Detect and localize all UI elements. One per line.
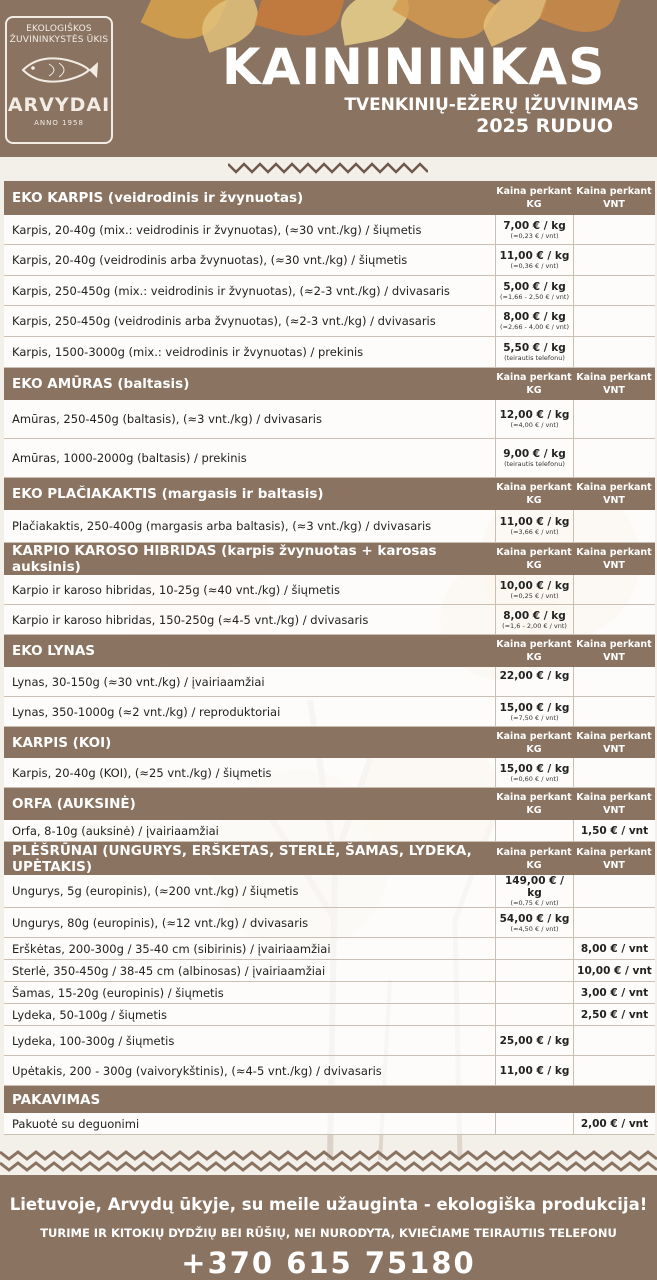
- table-row: [4, 1004, 655, 1026]
- column-header-vnt: Kaina perkant VNT: [576, 482, 652, 506]
- table-row: [4, 667, 655, 697]
- price-per-unit: [573, 306, 655, 336]
- product-description: Ungurys, 80g (europinis), (≈12 vnt./kg) / dvivasaris: [12, 915, 309, 930]
- price-kg-value: 22,00 € / kg: [499, 670, 570, 682]
- product-description: Karpis, 20-40g (veidrodinis arba žvynuotas), (≈30 vnt./kg) / šiųmetis: [12, 253, 408, 267]
- table-row: [4, 875, 655, 908]
- table-row: [4, 758, 655, 788]
- section-title: PLĖŠRŪNAI (UNGURYS, ERŠKETAS, STERLĖ, ŠAMAS, LYDEKA, UPĖTAKIS): [12, 842, 472, 875]
- section-title: EKO KARPIS (veidrodinis ir žvynuotas): [12, 190, 304, 206]
- price-per-kg: [495, 510, 573, 542]
- price-kg-value: 8,00 € / kg: [503, 311, 566, 323]
- price-per-kg: [495, 439, 573, 477]
- product-description: Sterlė, 350-450g / 38-45 cm (albinosas) / įvairiaamžiai: [12, 963, 326, 978]
- price-per-unit: 10,00 € / vnt: [573, 960, 655, 981]
- section-title: PAKAVIMAS: [12, 1091, 101, 1108]
- logo-subtitle: EKOLOGIŠKOS ŽUVININKYSTĖS ŪKIS: [9, 24, 109, 45]
- price-kg-value: 12,00 € / kg: [499, 409, 570, 421]
- column-header-kg: Kaina perkant KG: [496, 547, 572, 571]
- product-description: Erškėtas, 200-300g / 35-40 cm (sibirinis) / įvairiaamžiai: [12, 941, 331, 956]
- price-per-unit-estimate: (≈7,50 € / vnt): [510, 713, 559, 722]
- price-per-kg: [495, 575, 573, 604]
- section-header: [4, 788, 655, 820]
- price-per-unit: [573, 510, 655, 542]
- price-per-unit-estimate: (≈0,60 € / vnt): [510, 774, 559, 783]
- table-row: [4, 245, 655, 276]
- price-per-unit-estimate: (≈4,00 € / vnt): [510, 421, 559, 429]
- price-per-unit: 2,00 € / vnt: [573, 1113, 655, 1134]
- price-per-kg: [495, 400, 573, 438]
- section-title: EKO LYNAS: [12, 643, 95, 659]
- table-row: [4, 1026, 655, 1056]
- table-row: [4, 276, 655, 306]
- price-per-kg: [495, 960, 573, 981]
- product-description: Šamas, 15-20g (europinis) / šiųmetis: [12, 985, 224, 1000]
- section-title: ORFA (AUKSINĖ): [12, 796, 136, 812]
- price-kg-value: 11,00 € / kg: [499, 250, 570, 262]
- price-kg-value: 5,00 € / kg: [503, 280, 566, 293]
- price-per-unit-estimate: (teirautis telefonu): [504, 460, 565, 468]
- table-row: [4, 1056, 655, 1086]
- table-row: [4, 575, 655, 605]
- price-per-unit: 3,00 € / vnt: [573, 982, 655, 1003]
- logo: [5, 16, 113, 144]
- price-per-kg: [495, 697, 573, 726]
- price-per-kg: [495, 276, 573, 305]
- price-kg-value: 8,00 € / kg: [503, 609, 566, 622]
- price-per-unit: [573, 439, 655, 477]
- product-description: Karpio ir karoso hibridas, 150-250g (≈4-5 vnt./kg) / dvivasaris: [12, 612, 369, 627]
- price-kg-value: 9,00 € / kg: [503, 448, 566, 460]
- price-per-unit-estimate: (≈3,66 € / vnt): [510, 528, 559, 536]
- price-per-kg: [495, 1113, 573, 1134]
- price-per-unit-estimate: (≈1,6 - 2,00 € / vnt): [502, 621, 567, 630]
- column-header-vnt: Kaina perkant VNT: [576, 846, 652, 871]
- column-header-kg: Kaina perkant KG: [496, 482, 572, 506]
- fish-icon: [19, 50, 99, 88]
- product-description: Karpis, 250-450g (veidrodinis arba žvynuotas), (≈2-3 vnt./kg) / dvivasaris: [12, 314, 436, 328]
- price-per-unit: [573, 575, 655, 604]
- column-header-kg: Kaina perkant KG: [496, 730, 572, 755]
- table-row: [4, 510, 655, 543]
- price-per-kg: [495, 758, 573, 787]
- footer-slogan: Lietuvoje, Arvydų ūkyje, su meile užauginta - ekologiška produkcija!: [9, 1195, 648, 1214]
- price-per-kg: [495, 820, 573, 841]
- table-row: [4, 820, 655, 842]
- column-header-vnt: Kaina perkant VNT: [576, 372, 652, 396]
- footer-zigzag: [0, 1150, 657, 1172]
- price-per-kg: [495, 245, 573, 275]
- product-description: Karpis, 1500-3000g (mix.: veidrodinis ir žvynuotas) / prekinis: [12, 345, 364, 359]
- price-per-kg: [495, 306, 573, 336]
- table-row: [4, 215, 655, 245]
- price-per-unit: [573, 758, 655, 787]
- table-row: [4, 337, 655, 368]
- column-header-kg: Kaina perkant KG: [496, 186, 572, 210]
- price-per-unit: [573, 667, 655, 696]
- page-subtitle: TVENKINIŲ-EŽERŲ ĮŽUVINIMAS: [344, 95, 639, 115]
- price-per-kg: [495, 938, 573, 959]
- price-per-kg: [495, 1026, 573, 1055]
- price-per-unit-estimate: (≈0,36 € / vnt): [510, 262, 559, 270]
- product-description: Karpis, 250-450g (mix.: veidrodinis ir žvynuotas), (≈2-3 vnt./kg) / dvivasaris: [12, 283, 450, 298]
- price-per-unit: [573, 245, 655, 275]
- price-per-kg: [495, 908, 573, 937]
- product-description: Karpis, 20-40g (KOI), (≈25 vnt./kg) / šiųmetis: [12, 765, 272, 780]
- table-row: [4, 1113, 655, 1135]
- price-per-unit-estimate: (≈2,66 - 4,00 € / vnt): [500, 323, 569, 331]
- zigzag-divider: [228, 160, 428, 176]
- section-title: EKO PLAČIAKAKTIS (margasis ir baltasis): [12, 486, 324, 502]
- logo-year: ANNO 1958: [34, 119, 84, 127]
- price-per-kg: [495, 1004, 573, 1025]
- price-per-unit-estimate: (≈0,25 € / vnt): [510, 591, 559, 600]
- section-title: EKO AMŪRAS (baltasis): [12, 376, 190, 392]
- section-header: [4, 181, 655, 215]
- section-header: [4, 842, 655, 875]
- price-per-kg: [495, 1056, 573, 1085]
- section-title: KARPIS (KOI): [12, 734, 112, 751]
- price-per-unit-estimate: (≈0,75 € / vnt): [510, 899, 559, 907]
- price-per-kg: [495, 667, 573, 696]
- product-description: Lydeka, 100-300g / šiųmetis: [12, 1033, 175, 1048]
- logo-name: ARVYDAI: [7, 94, 111, 116]
- column-header-vnt: Kaina perkant VNT: [576, 730, 652, 755]
- column-header-kg: Kaina perkant KG: [496, 792, 572, 816]
- product-description: Lynas, 350-1000g (≈2 vnt./kg) / reproduktoriai: [12, 704, 281, 719]
- leaf-decoration: [539, 0, 621, 43]
- table-row: [4, 605, 655, 635]
- price-kg-value: 5,50 € / kg: [503, 342, 566, 354]
- price-kg-value: 11,00 € / kg: [499, 1064, 570, 1077]
- page-title: KAINININKAS: [222, 38, 606, 96]
- price-per-unit: [573, 215, 655, 244]
- section-header: [4, 635, 655, 667]
- column-header-kg: Kaina perkant KG: [496, 639, 572, 663]
- price-kg-value: 54,00 € / kg: [499, 912, 570, 925]
- column-header-vnt: Kaina perkant VNT: [576, 547, 652, 571]
- column-header-vnt: Kaina perkant VNT: [576, 639, 652, 663]
- table-row: [4, 400, 655, 439]
- product-description: Lynas, 30-150g (≈30 vnt./kg) / įvairiaamžiai: [12, 674, 265, 689]
- price-kg-value: 11,00 € / kg: [499, 516, 570, 528]
- section-header: [4, 727, 655, 758]
- table-row: [4, 908, 655, 938]
- column-header-kg: Kaina perkant KG: [496, 846, 572, 871]
- price-kg-value: 10,00 € / kg: [499, 579, 570, 592]
- section-header: [4, 478, 655, 510]
- price-per-unit-estimate: (≈4,50 € / vnt): [510, 924, 559, 933]
- price-per-kg: [495, 875, 573, 907]
- section-header: [4, 1086, 655, 1113]
- price-per-unit: [573, 605, 655, 634]
- price-per-unit: [573, 875, 655, 907]
- price-per-unit: [573, 1056, 655, 1085]
- season-label: 2025 RUDUO: [476, 115, 613, 137]
- phone-number[interactable]: +370 615 75180: [181, 1246, 476, 1280]
- price-per-unit: 1,50 € / vnt: [573, 820, 655, 841]
- price-per-unit: [573, 1026, 655, 1055]
- footer-note: TURIME IR KITOKIŲ DYDŽIŲ BEI RŪŠIŲ, NEI NURODYTA, KVIEČIAME TEIRAUTIIS TELEFONU: [40, 1226, 617, 1240]
- column-header-kg: Kaina perkant KG: [496, 372, 572, 396]
- product-description: Karpis, 20-40g (mix.: veidrodinis ir žvynuotas), (≈30 vnt./kg) / šiųmetis: [12, 222, 422, 237]
- column-header-vnt: Kaina perkant VNT: [576, 792, 652, 816]
- column-header-vnt: Kaina perkant VNT: [576, 186, 652, 210]
- product-description: Orfa, 8-10g (auksinė) / įvairiaamžiai: [12, 823, 219, 838]
- price-per-unit: [573, 276, 655, 305]
- product-description: Amūras, 250-450g (baltasis), (≈3 vnt./kg) / dvivasaris: [12, 412, 322, 426]
- price-per-unit: 8,00 € / vnt: [573, 938, 655, 959]
- table-row: [4, 982, 655, 1004]
- product-description: Lydeka, 50-100g / šiųmetis: [12, 1007, 168, 1022]
- header-banner: [0, 0, 657, 157]
- price-kg-value: 7,00 € / kg: [503, 219, 566, 232]
- price-kg-value: 15,00 € / kg: [499, 762, 570, 775]
- price-per-unit-estimate: (≈1,66 - 2,50 € / vnt): [500, 292, 569, 301]
- price-per-unit-estimate: (teirautis telefonu): [504, 354, 565, 362]
- footer-banner: [0, 1175, 657, 1280]
- price-kg-value: 149,00 € / kg: [505, 875, 564, 899]
- product-description: Karpio ir karoso hibridas, 10-25g (≈40 vnt./kg) / šiųmetis: [12, 582, 340, 597]
- price-per-kg: [495, 605, 573, 634]
- table-row: [4, 697, 655, 727]
- price-per-unit: [573, 697, 655, 726]
- product-description: Pakuotė su deguonimi: [12, 1116, 140, 1131]
- section-title: KARPIO KAROSO HIBRIDAS (karpis žvynuotas + karosas auksinis): [12, 543, 437, 575]
- section-header: [4, 543, 655, 575]
- product-description: Upėtakis, 200 - 300g (vaivorykštinis), (≈4-5 vnt./kg) / dvivasaris: [12, 1063, 382, 1078]
- table-row: [4, 306, 655, 337]
- product-description: Plačiakaktis, 250-400g (margasis arba baltasis), (≈3 vnt./kg) / dvivasaris: [12, 519, 432, 533]
- product-description: Ungurys, 5g (europinis), (≈200 vnt./kg) / šiųmetis: [12, 884, 299, 898]
- price-per-unit: [573, 400, 655, 438]
- table-row: [4, 439, 655, 478]
- price-per-unit: 2,50 € / vnt: [573, 1004, 655, 1025]
- price-per-kg: [495, 215, 573, 244]
- table-row: [4, 960, 655, 982]
- price-per-unit: [573, 908, 655, 937]
- price-kg-value: 25,00 € / kg: [499, 1034, 570, 1047]
- price-kg-value: 15,00 € / kg: [499, 701, 570, 714]
- section-header: [4, 368, 655, 400]
- price-per-kg: [495, 337, 573, 367]
- price-per-kg: [495, 982, 573, 1003]
- price-per-unit-estimate: (≈0,23 € / vnt): [510, 231, 559, 240]
- price-per-unit: [573, 337, 655, 367]
- price-table: [4, 181, 655, 1135]
- table-row: [4, 938, 655, 960]
- product-description: Amūras, 1000-2000g (baltasis) / prekinis: [12, 451, 247, 465]
